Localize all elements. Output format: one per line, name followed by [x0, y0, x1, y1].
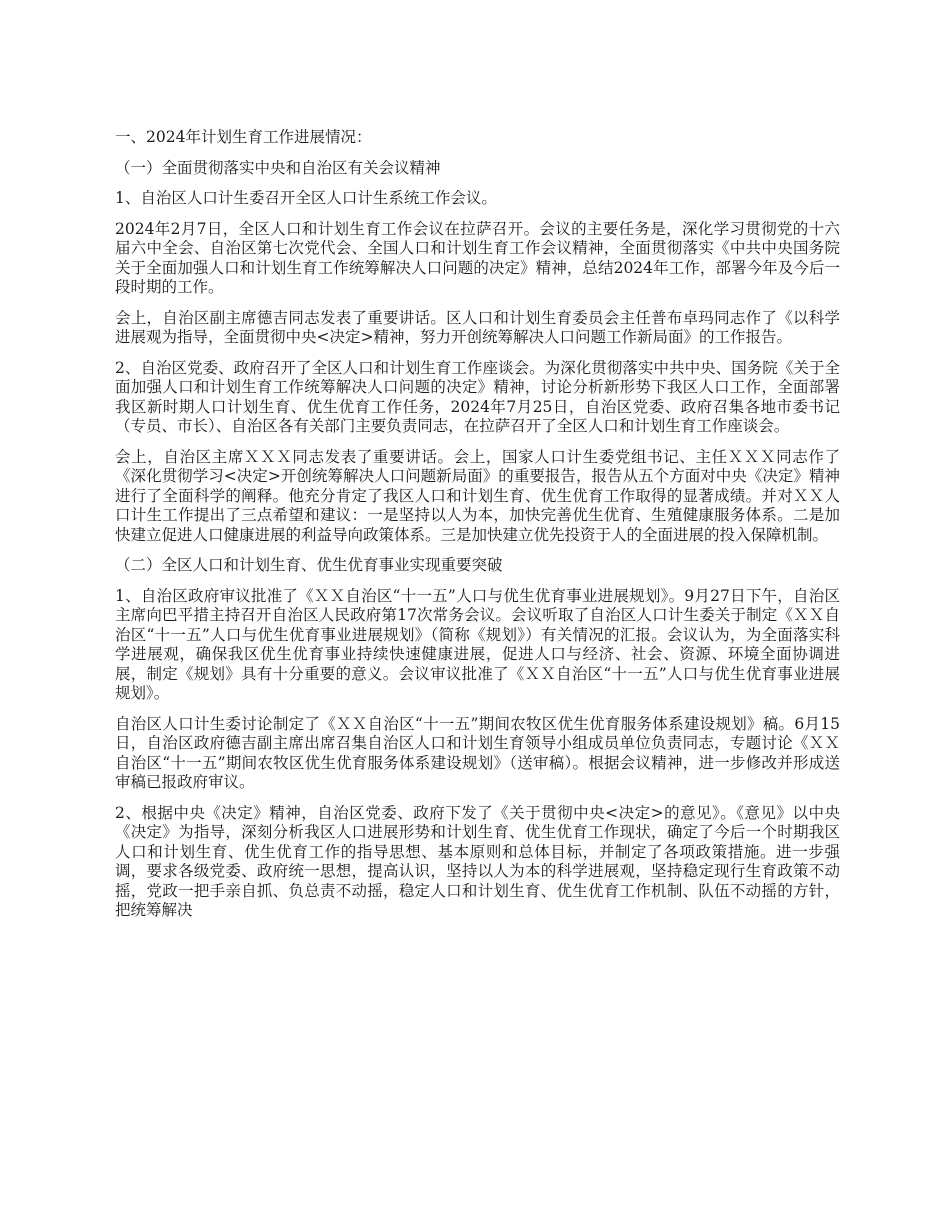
body-paragraph: 会上，自治区副主席德吉同志发表了重要讲话。区人口和计划生育委员会主任普布卓玛同志作了《以科学进展观为指导，全面贯彻中央<决定>精神，努力开创统筹解决人口问题工作新局面》的工作报告。	[115, 308, 840, 346]
body-paragraph: 2024年2月7日，全区人口和计划生育工作会议在拉萨召开。会议的主要任务是，深化学习贯彻党的十六届六中全会、自治区第七次党代会、全国人口和计划生育工作会议精神，全面贯彻落实《中共中央国务院关于全面加强人口和计划生育工作统筹解决人口问题的决定》精神，总结2024年工作，部署今年及今后一段时期的工作。	[115, 219, 840, 296]
subsection-heading: （二）全区人口和计划生育、优生优育事业实现重要突破	[115, 556, 503, 574]
subsection-heading: （一）全面贯彻落实中央和自治区有关会议精神	[115, 158, 441, 177]
body-paragraph: 会上，自治区主席ＸＸＸ同志发表了重要讲话。会上，国家人口计生委党组书记、主任ＸＸＸ同志作了《深化贯彻学习<决定>开创统筹解决人口问题新局面》的重要报告，报告从五个方面对中央《决定》精神进行了全面科学的阐释。他充分肯定了我区人口和计划生育、优生优育工作取得的显著成绩。并对ＸＸ人口计生工作提出了三点希望和建议：一是坚持以人为本，加快完善优生优育、生殖健康服务体系。二是加快建立促进人口健康进展的利益导向政策体系。三是加快建立优先投资于人的全面进展的投入保障机制。	[115, 447, 840, 544]
body-paragraph: 2、根据中央《决定》精神，自治区党委、政府下发了《关于贯彻中央<决定>的意见》。《意见》以中央《决定》为指导，深刻分析我区人口进展形势和计划生育、优生优育工作现状，确定了今后一个时期我区人口和计划生育、优生优育工作的指导思想、基本原则和总体目标，并制定了各项政策措施。进一步强调，要求各级党委、政府统一思想，提高认识，坚持以人为本的科学进展观，坚持稳定现行生育政策不动摇，党政一把手亲自抓、负总责不动摇，稳定人口和计划生育、优生优育工作机制、队伍不动摇的方针，把统筹解决	[115, 803, 840, 919]
body-paragraph: 自治区人口计生委讨论制定了《ＸＸ自治区“十一五”期间农牧区优生优育服务体系建设规划》稿。6月15日，自治区政府德吉副主席出席召集自治区人口和计划生育领导小组成员单位负责同志，专题讨论《ＸＸ自治区“十一五”期间农牧区优生优育服务体系建设规划》（送审稿）。根据会议精神，进一步修改并形成送审稿已报政府审议。	[115, 714, 840, 791]
section-heading: 一、2024年计划生育工作进展情况：	[115, 128, 372, 146]
body-paragraph: 1、自治区政府审议批准了《ＸＸ自治区“十一五”人口与优生优育事业进展规划》。9月27日下午，自治区主席向巴平措主持召开自治区人民政府第17次常务会议。会议听取了自治区人口计生委关于制定《ＸＸ自治区“十一五”人口与优生优育事业进展规划》（简称《规划》）有关情况的汇报。会议认为，为全面落实科学进展观，确保我区优生优育事业持续快速健康进展，促进人口与经济、社会、资源、环境全面协调进展，制定《规划》具有十分重要的意义。会议审议批准了《ＸＸ自治区“十一五”人口与优生优育事业进展规划》。	[115, 586, 840, 702]
body-paragraph: 2、自治区党委、政府召开了全区人口和计划生育工作座谈会。为深化贯彻落实中共中央、国务院《关于全面加强人口和计划生育工作统筹解决人口问题的决定》精神，讨论分析新形势下我区人口工作，全面部署我区新时期人口计划生育、优生优育工作任务，2024年7月25日，自治区党委、政府召集各地市委书记（专员、市长）、自治区各有关部门主要负责同志，在拉萨召开了全区人口和计划生育工作座谈会。	[115, 358, 840, 435]
document-page	[115, 128, 840, 932]
item-heading: 1、自治区人口计生委召开全区人口计生系统工作会议。	[115, 189, 497, 207]
